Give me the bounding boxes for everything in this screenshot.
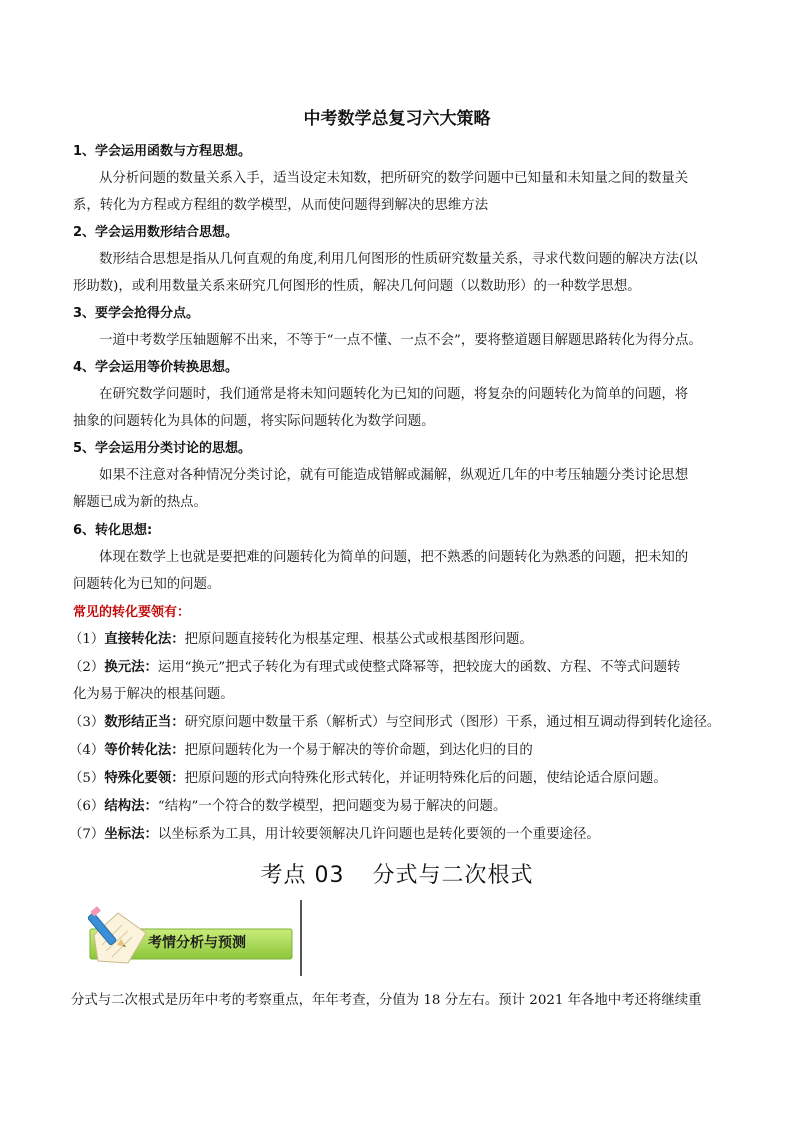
section-2-heading: 2、学会运用数形结合思想。 — [73, 225, 239, 240]
badge-label: 考情分析与预测 — [148, 935, 246, 951]
section-1-heading: 1、学会运用函数与方程思想。 — [73, 144, 252, 159]
method-item: （5）特殊化要领：把原问题的形式向特殊化形式转化，并证明特殊化后的问题，使结论适合原问题。 — [69, 771, 667, 786]
section-4-paragraph-line: 在研究数学问题时，我们通常是将未知问题转化为已知的问题，将复杂的问题转化为简单的问题，将 — [99, 387, 689, 402]
chapter-intro-line: 分式与二次根式是历年中考的考察重点，年年考查，分值为 18 分左右。预计 2021 年各地中考还将继续重 — [71, 993, 702, 1008]
section-6-paragraph-line: 问题转化为已知的问题。 — [73, 577, 221, 592]
section-4-heading: 4、学会运用等价转换思想。 — [73, 360, 239, 375]
method-item: （1）直接转化法：把原问题直接转化为根基定理、根基公式或根基图形问题。 — [69, 632, 533, 647]
section-2-paragraph-line: 数形结合思想是指从几何直观的角度,利用几何图形的性质研究数量关系，寻求代数问题的解决方法(以 — [99, 252, 698, 267]
method-item: （7）坐标法：以坐标系为工具，用计较要领解决几许问题也是转化要领的一个重要途径。 — [69, 827, 600, 842]
section-4-paragraph-line: 抽象的问题转化为具体的问题，将实际问题转化为数学问题。 — [73, 414, 435, 429]
section-1-paragraph-line: 从分析问题的数量关系入手，适当设定未知数，把所研究的数学问题中已知量和未知量之间的数量关 — [99, 171, 689, 186]
method-item: （2）换元法：运用“换元”把式子转化为有理式或使整式降幂等，把较庞大的函数、方程、不等式问题转 — [69, 660, 681, 675]
method-item: （3）数形结正当：研究原问题中数量干系（解析式）与空间形式（图形）干系，通过相互调动得到转化途径。 — [69, 715, 721, 730]
section-5-paragraph-line: 如果不注意对各种情况分类讨论，就有可能造成错解或漏解，纵观近几年的中考压轴题分类讨论思想 — [99, 468, 689, 483]
section-1-paragraph-line: 系，转化为方程或方程组的数学模型，从而使问题得到解决的思维方法 — [73, 198, 489, 213]
section-6-heading: 6、转化思想: — [73, 523, 153, 538]
section-2-paragraph-line: 形助数)，或利用数量关系来研究几何图形的性质，解决几何问题（以数助形）的一种数学思想。 — [73, 279, 641, 294]
section-3-heading: 3、要学会抢得分点。 — [73, 306, 200, 321]
method-item: （4）等价转化法：把原问题转化为一个易于解决的等价命题，到达化归的目的 — [69, 743, 533, 758]
divider — [300, 900, 302, 976]
page-title: 中考数学总复习六大策略 — [303, 109, 491, 129]
section-6-paragraph-line: 体现在数学上也就是要把难的问题转化为简单的问题，把不熟悉的问题转化为熟悉的问题，把未知的 — [99, 550, 689, 565]
section-5-paragraph-line: 解题已成为新的热点。 — [73, 495, 207, 510]
section-3-paragraph-line: 一道中考数学压轴题解不出来，不等于“一点不懂、一点不会”，要将整道题目解题思路转化为得分点。 — [99, 333, 702, 348]
section-5-heading: 5、学会运用分类讨论的思想。 — [73, 441, 252, 456]
method-item: （6）结构法：“结构”一个符合的数学模型，把问题变为易于解决的问题。 — [69, 799, 507, 814]
common-methods-heading: 常见的转化要领有： — [73, 605, 191, 620]
method-item-continued: 化为易于解决的根基问题。 — [73, 687, 234, 702]
chapter-title: 考点 03 分式与二次根式 — [260, 863, 534, 888]
